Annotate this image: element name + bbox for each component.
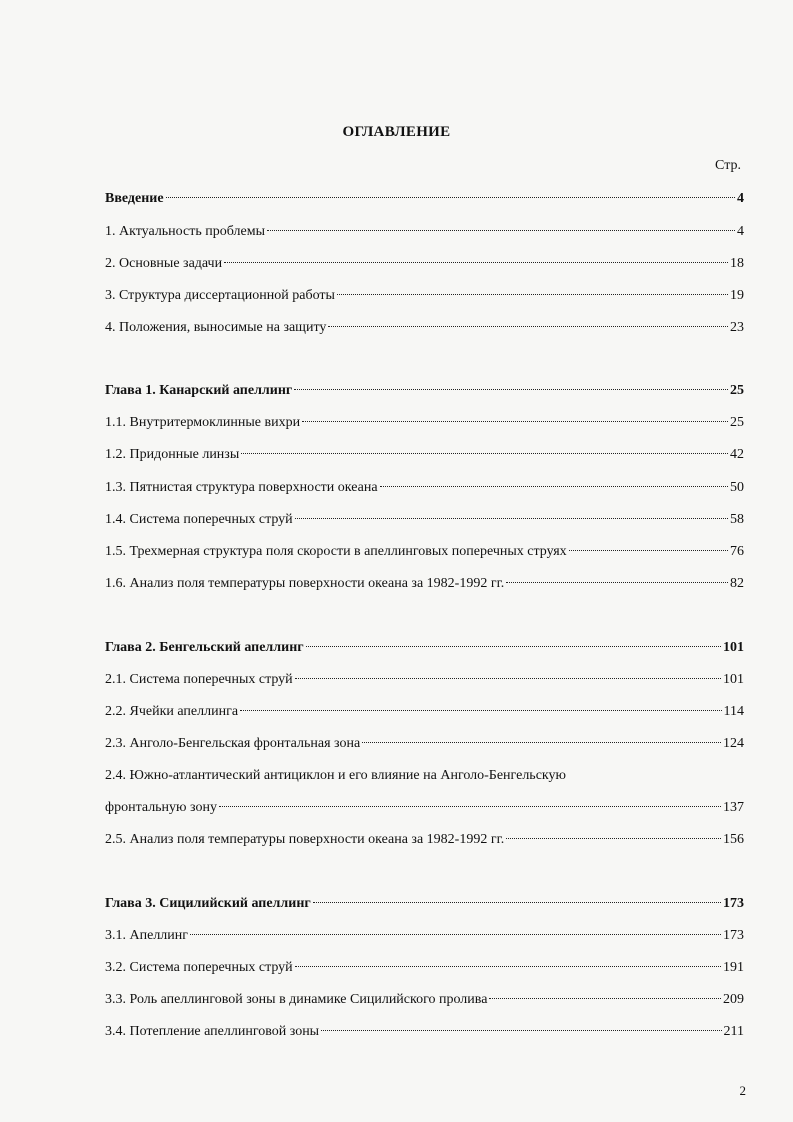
toc-entry[interactable]: 2.3. Анголо-Бенгельская фронтальная зона 124: [105, 736, 744, 751]
toc-entry-intro[interactable]: Введение 4: [105, 191, 744, 206]
toc-entry[interactable]: 2.1. Система поперечных струй 101: [105, 672, 744, 687]
toc-entry[interactable]: 2. Основные задачи 18: [105, 256, 744, 271]
page-number: 2: [739, 1083, 746, 1098]
toc-title: ОГЛАВЛЕНИЕ: [342, 124, 451, 140]
toc-entry[interactable]: 2.5. Анализ поля температуры поверхности океана за 1982-1992 гг. 156: [105, 832, 744, 847]
toc-entry[interactable]: 3.1. Апеллинг 173: [105, 928, 744, 943]
toc-entry-chapter-3[interactable]: Глава 3. Сицилийский апеллинг 173: [105, 896, 744, 911]
toc-entry-chapter-2[interactable]: Глава 2. Бенгельский апеллинг 101: [105, 640, 744, 655]
toc-entry[interactable]: 1.3. Пятнистая структура поверхности океана 50: [105, 480, 744, 495]
toc-entry-chapter-1[interactable]: Глава 1. Канарский апеллинг 25: [105, 383, 744, 398]
toc-entry[interactable]: 3. Структура диссертационной работы 19: [105, 288, 744, 303]
toc-entry[interactable]: 4. Положения, выносимые на защиту 23: [105, 320, 744, 335]
toc-entry-wrapped-first-line[interactable]: 2.4. Южно-атлантический антициклон и его влияние на Анголо-Бенгельскую: [105, 768, 566, 783]
toc-entry[interactable]: 2.2. Ячейки апеллинга 114: [105, 704, 744, 719]
toc-entry[interactable]: 1. Актуальность проблемы 4: [105, 224, 744, 239]
toc-entry[interactable]: 3.3. Роль апеллинговой зоны в динамике Сицилийского пролива 209: [105, 992, 744, 1007]
toc-entry[interactable]: 1.4. Система поперечных струй 58: [105, 512, 744, 527]
toc-entry-wrapped-continuation[interactable]: фронтальную зону 137: [105, 800, 744, 815]
toc-entry[interactable]: 1.5. Трехмерная структура поля скорости в апеллинговых поперечных струях 76: [105, 544, 744, 559]
toc-entry[interactable]: 1.6. Анализ поля температуры поверхности океана за 1982-1992 гг. 82: [105, 576, 744, 591]
toc-entry[interactable]: 3.2. Система поперечных струй 191: [105, 960, 744, 975]
toc-entry[interactable]: 1.2. Придонные линзы 42: [105, 447, 744, 462]
toc-entry[interactable]: 3.4. Потепление апеллинговой зоны 211: [105, 1024, 744, 1039]
toc-entry[interactable]: 1.1. Внутритермоклинные вихри 25: [105, 415, 744, 430]
page-column-label: Стр.: [715, 158, 741, 173]
